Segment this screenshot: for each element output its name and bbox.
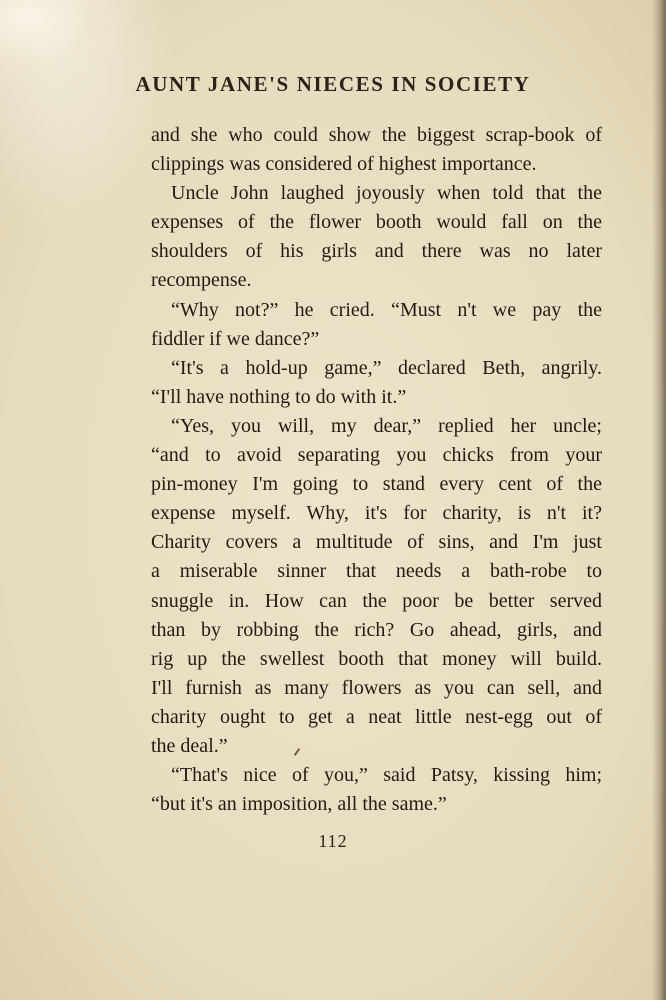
text-line: recompense.	[151, 269, 252, 292]
text-line: charity ought to get a neat little nest-egg out of	[151, 705, 602, 728]
text-line: Charity covers a multitude of sins, and I'm just	[151, 531, 602, 554]
text-line: pin-money I'm going to stand every cent of the	[151, 473, 602, 496]
body-text	[151, 121, 602, 819]
text-line: “I'll have nothing to do with it.”	[151, 385, 407, 408]
running-header: AUNT JANE'S NIECES IN SOCIETY	[135, 72, 531, 96]
text-line: expenses of the flower booth would fall on the	[151, 211, 602, 234]
text-line: than by robbing the rich? Go ahead, girls, and	[151, 618, 602, 641]
text-line: shoulders of his girls and there was no later	[151, 240, 602, 263]
text-line: and she who could show the biggest scrap-book of	[151, 124, 602, 146]
text-line: clippings was considered of highest importance.	[151, 153, 537, 176]
text-line: “but it's an imposition, all the same.”	[151, 793, 447, 816]
text-line: rig up the swellest booth that money will build.	[151, 647, 602, 670]
text-line: “Why not?” he cried. “Must n't we pay the	[171, 298, 602, 321]
text-line: a miserable sinner that needs a bath-robe to	[151, 560, 602, 583]
text-line: expense myself. Why, it's for charity, is n't it?	[151, 502, 602, 525]
text-line: “That's nice of you,” said Patsy, kissing him;	[171, 764, 602, 787]
text-line: I'll furnish as many flowers as you can sell, and	[151, 676, 602, 699]
text-line: “and to avoid separating you chicks from your	[151, 444, 602, 467]
text-line: “Yes, you will, my dear,” replied her uncle;	[171, 414, 602, 437]
text-line: the deal.”	[151, 734, 228, 757]
text-line: “It's a hold-up game,” declared Beth, angrily.	[171, 356, 602, 379]
text-line: fiddler if we dance?”	[151, 327, 320, 350]
text-line: snuggle in. How can the poor be better served	[151, 589, 602, 612]
text-line: Uncle John laughed joyously when told that the	[171, 182, 602, 205]
page-number: 112	[318, 831, 348, 851]
